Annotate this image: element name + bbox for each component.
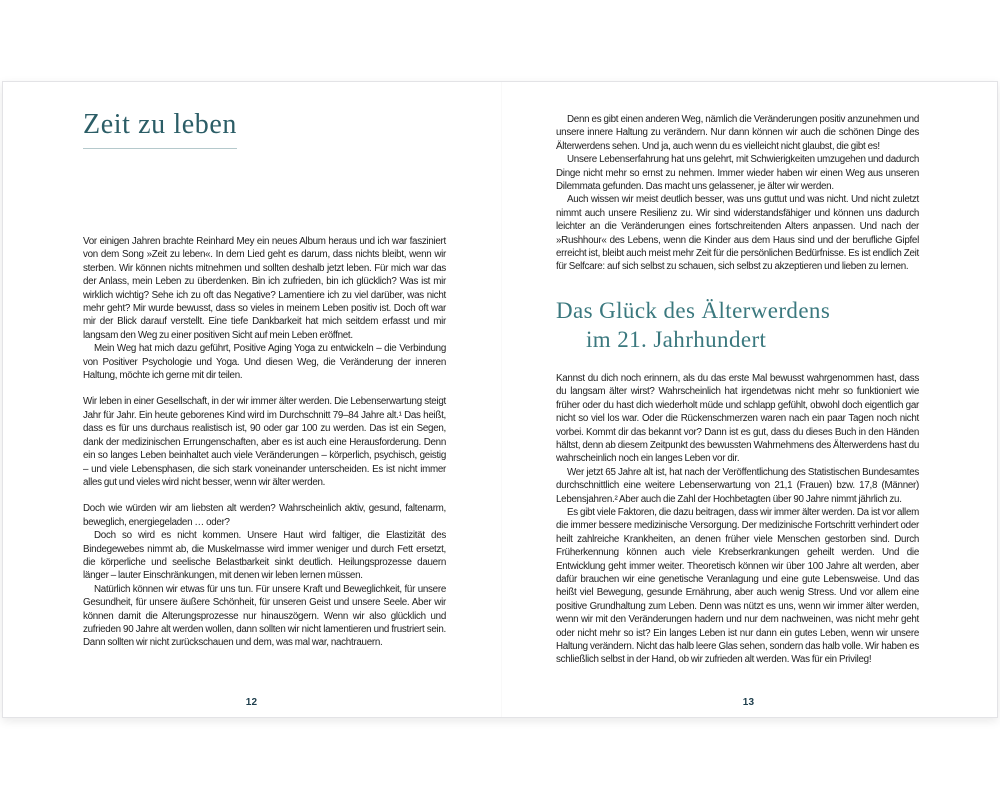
paragraph: Doch wie würden wir am liebsten alt werden? Wahrscheinlich aktiv, gesund, faltenarm, beweglich, energiegeladen … oder? — [83, 503, 446, 528]
page-number-left: 12 — [245, 697, 258, 708]
paragraph: Denn es gibt einen anderen Weg, nämlich die Veränderungen positiv anzunehmen und unsere innere Haltung zu verändern. Nur dann können wir auch die schönen Dinge des Älterwerdens sehen. Und ja, auch wenn du es vielleicht nicht glaubst, die gibt es! — [556, 114, 919, 152]
paragraph: Mein Weg hat mich dazu geführt, Positive Aging Yoga zu entwickeln – die Verbindung von Positiver Psychologie und Yoga. Und diesen Weg, die Veränderung der inneren Haltung, möchte ich gerne mit dir teilen. — [83, 343, 446, 382]
paragraph: Auch wissen wir meist deutlich besser, was uns guttut und was nicht. Und nicht zuletzt nimmt auch unsere Resilienz zu. Wir sind widerstandsfähiger und können uns dadurch leichter an die Veränderungen eines fortschreitenden Alters anpassen. Und nach der »Rushhour« des Lebens, wenn die Kinder aus dem Haus sind und der berufliche Gipfel erreicht ist, bleibt auch meist mehr Zeit für die persönlichen Bedürfnisse. Es ist endlich Zeit für Selfcare: auf sich selbst zu schauen, sich selbst zu akzeptieren und lieben zu lernen. — [556, 194, 919, 273]
paragraph: Unsere Lebenserfahrung hat uns gelehrt, mit Schwierigkeiten umzugehen und dadurch Dinge nicht mehr so ernst zu nehmen. Immer wieder haben wir einen Weg aus unseren Dilemmata gefunden. Das macht uns gelassener, je älter wir werden. — [556, 154, 919, 193]
paragraph: Wer jetzt 65 Jahre alt ist, hat nach der Veröffentlichung des Statistischen Bundesamtes durchschnittlich eine weitere Lebenserwartung von 21,1 (Frauen) bzw. 17,8 (Männer) Lebensjahren.² Aber auch die Zahl der Hochbetagten über 90 Jahre nimmt jährlich zu. — [556, 466, 919, 505]
section-title-line1: Das Glück des Älterwerdens — [556, 297, 831, 323]
book-spread — [2, 81, 998, 718]
paragraph: Es gibt viele Faktoren, die dazu beitragen, dass wir immer älter werden. Da ist vor allem die immer bessere medizinische Versorgung. Der medizinische Fortschritt verhindert oder heilt zahlreiche Krankheiten, an denen früher viele Menschen gestorben sind. Durch Früherkennung können auch viele Krebserkrankungen geheilt werden. Und die Entwicklung geht immer weiter. Theoretisch können wir über 100 Jahre alt werden, aber dafür brauchen wir eine genetische Veranlagung und eine gute Lebensweise. Und das heißt viel Bewegung, gesunde Ernährung, aber auch wenig Stress. Und vor allem eine positive Grundhaltung zum Leben. Denn was nützt es uns, wenn wir immer älter werden, wenn wir mit den Veränderungen hadern und nur dem nachweinen, was nicht mehr geht oder nicht mehr so ist? Ein langes Leben ist nur dann ein gutes Leben, wenn wir unsere Haltung verändern. Nicht das halb leere Glas sehen, sondern das halb volle. Wir haben es schließlich selbst in der Hand, ob wir zufrieden alt werden. Was für ein Privileg! — [556, 506, 919, 666]
section-title-line2: im 21. Jahrhundert — [586, 326, 767, 352]
paragraph: Doch so wird es nicht kommen. Unsere Haut wird faltiger, die Elastizität des Bindegewebes nimmt ab, die Muskelmasse wird immer weniger und durch Fett ersetzt, die körperliche und seelische Belastbarkeit sinkt deutlich. Heilungsprozesse dauern länger – lauter Einschränkungen, mit denen wir leben lernen müssen. — [83, 530, 446, 582]
page-number-right: 13 — [742, 697, 755, 708]
chapter-title: Zeit zu leben — [83, 108, 237, 149]
page-left — [3, 82, 500, 717]
paragraph: Vor einigen Jahren brachte Reinhard Mey ein neues Album heraus und ich war fasziniert von dem Song »Zeit zu leben«. In dem Lied geht es darum, dass nichts bleibt, wenn wir sterben. Wir können nichts mitnehmen und sollten deshalb jetzt leben. Für mich war das der Anlass, mein Leben zu überdenken. Bin ich zufrieden, bin ich glücklich? Was ist mir wirklich wichtig? Sehe ich zu oft das Negative? Lamentiere ich zu viel darüber, was nicht mehr geht? Mir wurde bewusst, dass so vieles in meinem Leben positiv ist. Doch oft war mir der Blick darauf verstellt. Eine tiefe Dankbarkeit hat mich seitdem erfasst und mir langsam den Weg zu einer positiven Sicht auf mein Leben eröffnet. — [83, 236, 446, 341]
page-right — [500, 82, 997, 717]
paragraph: Wir leben in einer Gesellschaft, in der wir immer älter werden. Die Lebenserwartung steigt Jahr für Jahr. Ein heute geborenes Kind wird im Durchschnitt 79–84 Jahre alt.¹ Das heißt, dass es für uns durchaus realistisch ist, 90 oder gar 100 zu werden. Das ist ein Segen, dank der medizinischen Errungenschaften, aber es ist auch eine Herausforderung. Denn ein so langes Leben beinhaltet auch viele Veränderungen – körperlich, psychisch, geistig – und viele Lebensphasen, die sich stark voneinander unterscheiden. Es ist nicht immer alles gut und vieles wird nicht besser, wenn wir älter werden. — [83, 396, 446, 488]
right-page-body-bottom — [556, 372, 919, 667]
paragraph: Natürlich können wir etwas für uns tun. Für unsere Kraft und Beweglichkeit, für unsere Gesundheit, für unsere äußere Schönheit, für unseren Geist und unsere Seele. Aber wir können damit die Alterungsprozesse nur hinauszögern. Wenn wir also glücklich und zufrieden 90 Jahre alt werden wollen, dann sollten wir nicht lamentieren und frustriert sein. Dann sollten wir nicht zurückschauen und dem, was mal war, nachtrauern. — [83, 583, 446, 649]
left-page-body — [83, 235, 446, 650]
right-page-body-top — [556, 113, 919, 274]
paragraph: Kannst du dich noch erinnern, als du das erste Mal bewusst wahrgenommen hast, dass du langsam älter wirst? Wahrscheinlich hat irgendetwas nicht mehr so funktioniert wie früher oder du hast dich wiederholt müde und schlapp gefühlt, obwohl doch eigentlich gar nicht so viel los war. Oder die Rückenschmerzen waren nach ein paar Tagen noch nicht vorbei. Kommt dir das bekannt vor? Dann ist es gut, dass du dieses Buch in den Händen hältst, denn ab diesem Zeitpunkt des bewussten Wahrnehmens des Älterwerdens hast du wahrscheinlich noch ein langes Leben vor dir. — [556, 372, 919, 465]
section-title — [556, 296, 919, 354]
